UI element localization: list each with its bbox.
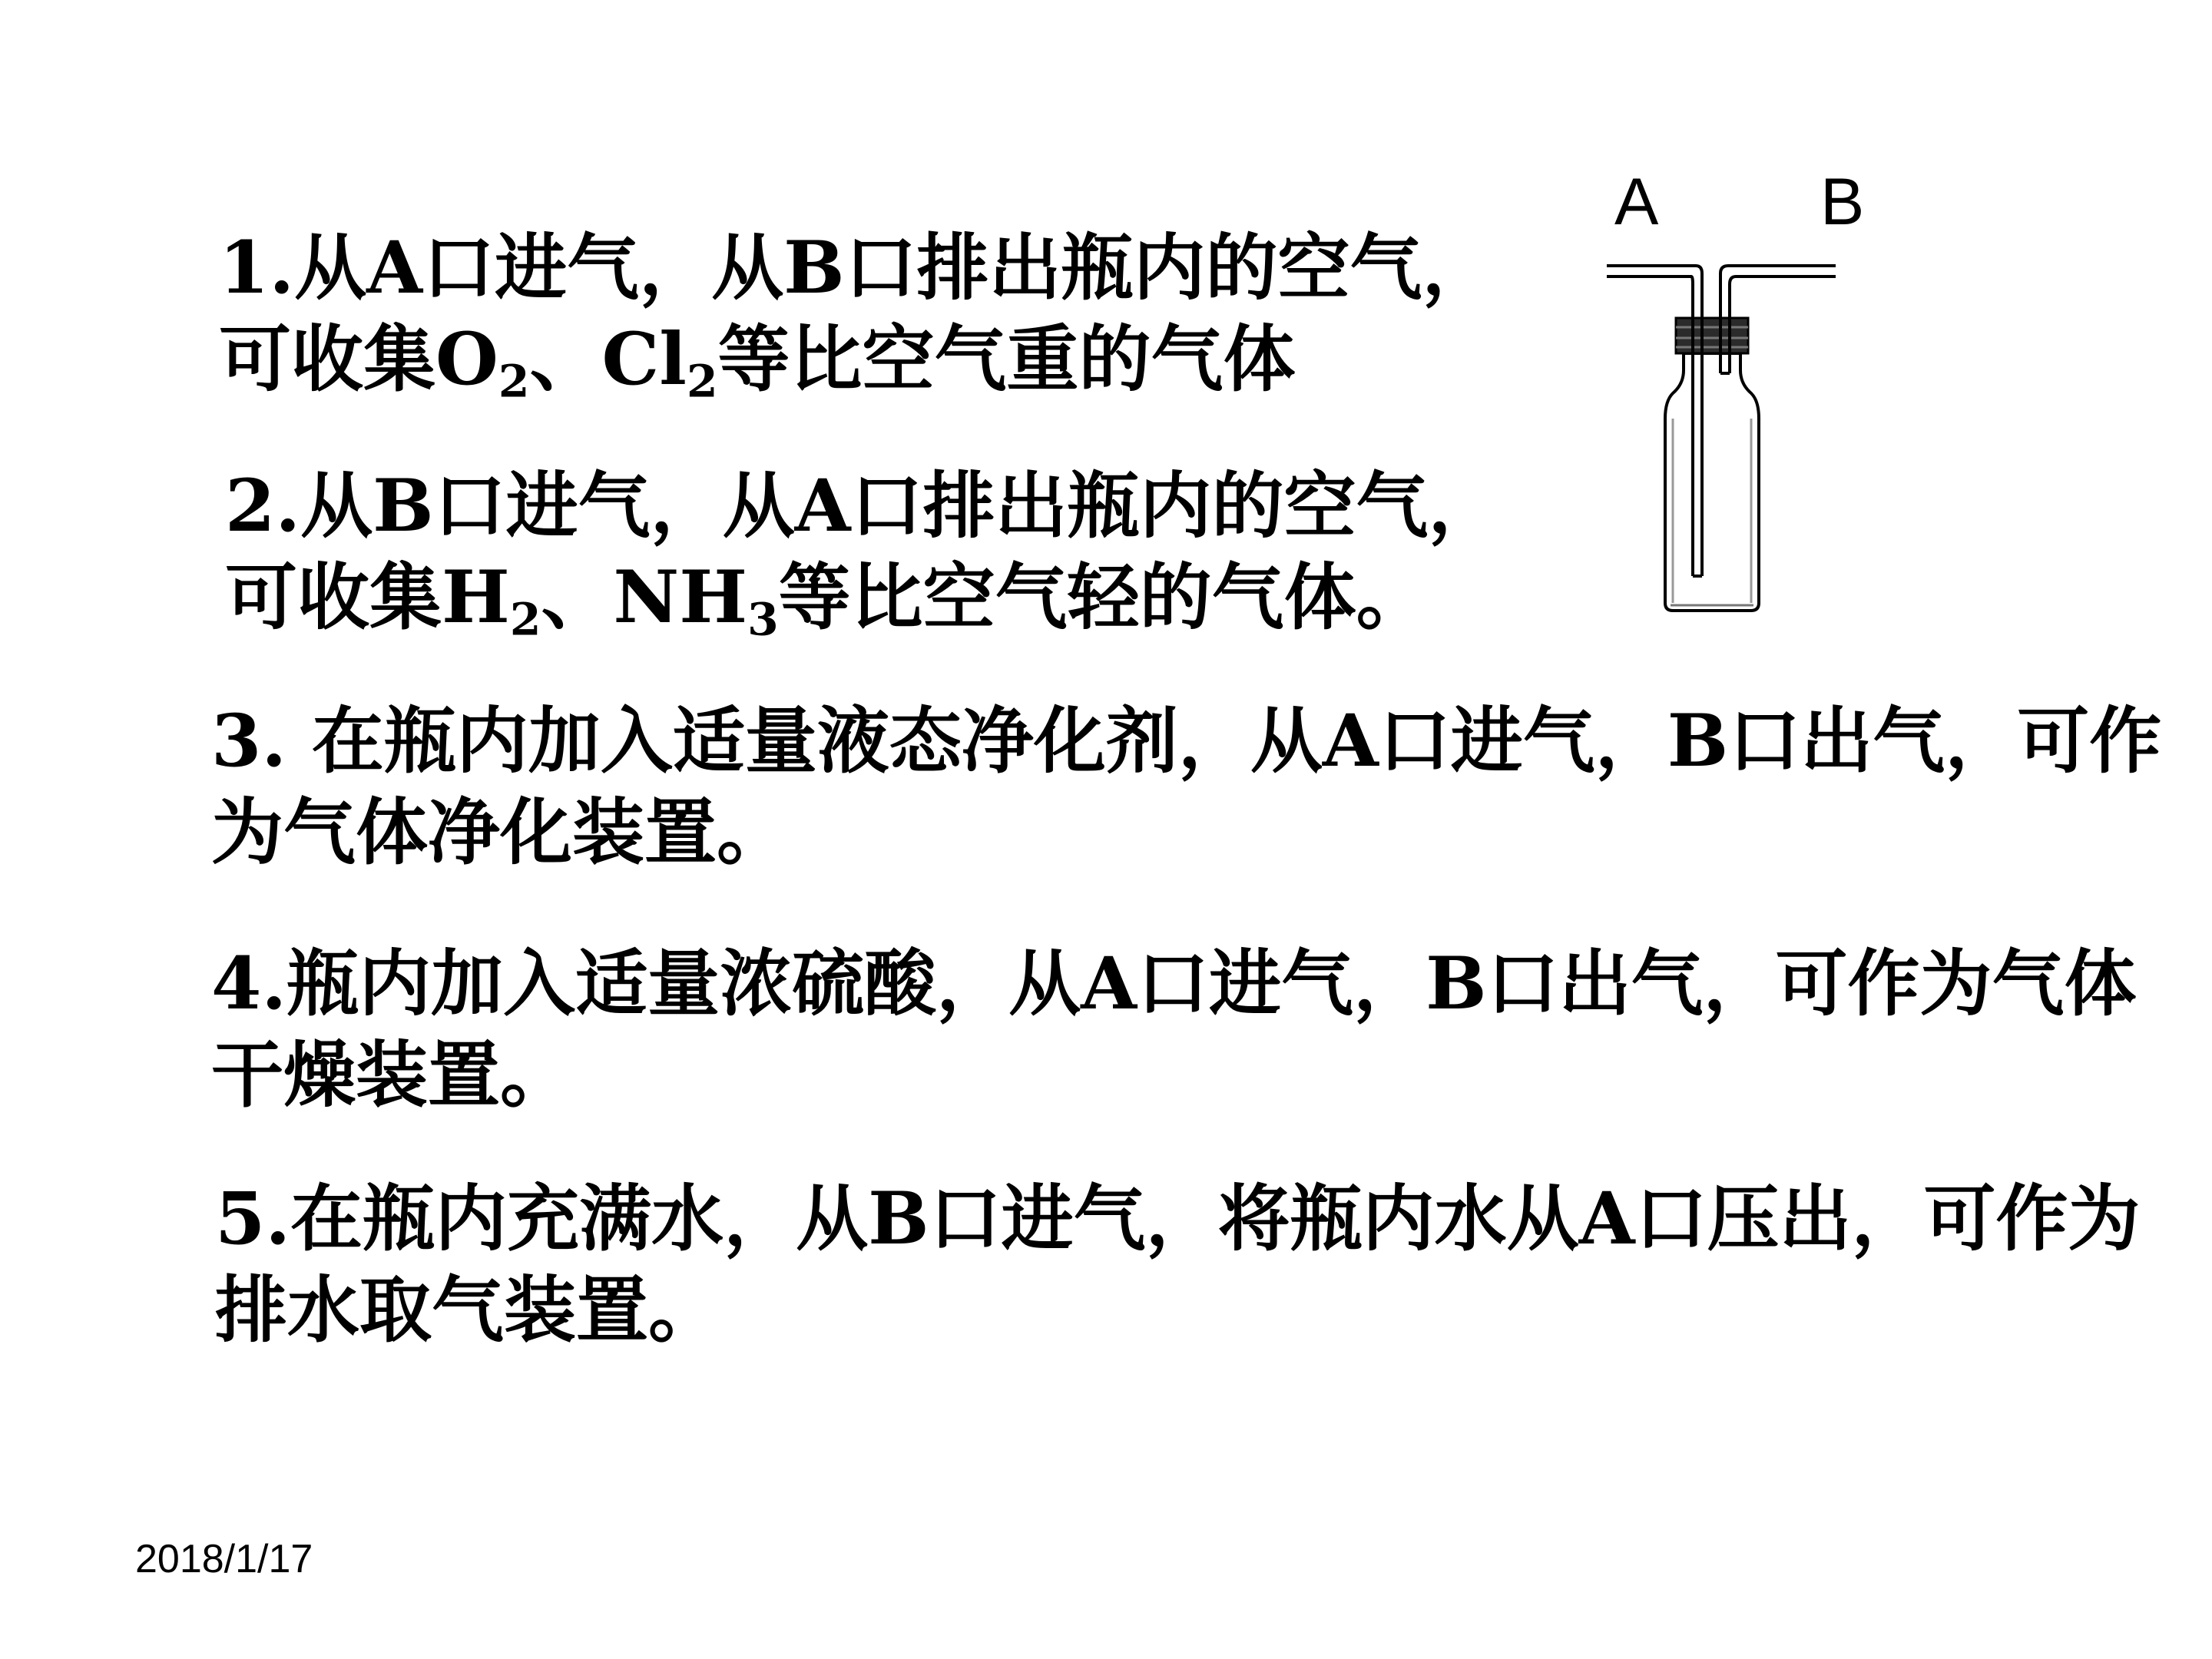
- slide-date: 2018/1/17: [135, 1537, 313, 1581]
- text-run: 2.从B口进气，从A口排出瓶内的空气，: [225, 464, 1501, 548]
- text-run: 可收集H: [225, 555, 510, 641]
- text-run: 、NH: [541, 555, 748, 641]
- item-1-text: [219, 223, 1495, 406]
- text-line: [211, 696, 2161, 787]
- text-run: 可收集O: [219, 317, 498, 402]
- text-line: [211, 939, 2137, 1030]
- text-line: [219, 223, 1495, 314]
- text-run: 等比空气轻的气体。: [778, 555, 1429, 641]
- text-line: [225, 461, 1501, 552]
- text-run: 5.在瓶内充满水，从B口进气，将瓶内水从A口压出，可作为: [215, 1177, 2141, 1261]
- text-line: [211, 787, 2161, 879]
- subscript: 2: [498, 354, 530, 408]
- subscript: 3: [747, 592, 779, 646]
- rubber-stopper: [1676, 318, 1748, 353]
- text-line: [211, 1030, 2137, 1121]
- text-run: 1.从A口进气，从B口排出瓶内的空气，: [219, 226, 1495, 310]
- item-4-text: [211, 939, 2137, 1122]
- item-2-text: [225, 461, 1501, 644]
- text-line: [225, 552, 1501, 644]
- tube-a: [1607, 266, 1702, 576]
- text-line: [219, 314, 1495, 406]
- subscript: 2: [686, 354, 718, 408]
- label-a: A: [1614, 165, 1659, 239]
- text-line: [215, 1174, 2141, 1265]
- text-run: 干燥装置。: [211, 1033, 573, 1118]
- text-run: 4.瓶内加入适量浓硫酸，从A口进气，B口出气，可作为气体: [211, 942, 2137, 1026]
- bottle-body: [1665, 318, 1759, 611]
- item-5-text: [215, 1174, 2141, 1357]
- text-line: [215, 1265, 2141, 1356]
- label-b: B: [1820, 165, 1865, 239]
- text-run: 等比空气重的气体: [717, 317, 1296, 402]
- text-run: 、Cl: [529, 317, 687, 402]
- text-run: 3. 在瓶内加入适量液态净化剂，从A口进气，B口出气，可作: [211, 699, 2162, 783]
- subscript: 2: [509, 592, 541, 646]
- text-run: 排水取气装置。: [215, 1268, 721, 1353]
- item-3-text: [211, 696, 2161, 879]
- gas-washing-bottle-diagram: [1598, 154, 1889, 630]
- text-run: 为气体净化装置。: [211, 790, 790, 876]
